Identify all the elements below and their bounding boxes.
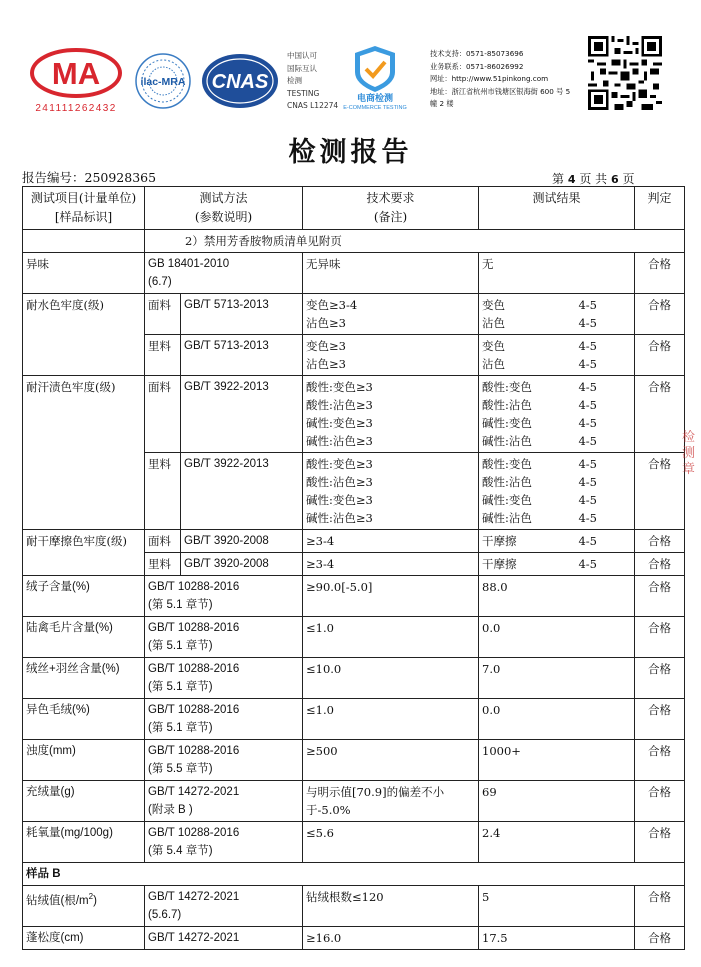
table-header-row <box>23 187 685 230</box>
table-row: 异色毛绒(%) GB/T 10288-2016 (第 5.1 章节) ≤1.0 0.0 合格 <box>23 699 685 740</box>
col-header-requirement: 技术要求 (备注) <box>303 187 479 230</box>
qr-code[interactable] <box>588 36 662 110</box>
svg-text:电商检测: 电商检测 <box>356 94 394 104</box>
table-row: 浊度(mm) GB/T 10288-2016 (第 5.5 章节) ≥500 1000+ 合格 <box>23 740 685 781</box>
col-header-method: 测试方法 (参数说明) <box>145 187 303 230</box>
table-row: 耐汗渍色牢度(级) 面料 GB/T 3922-2013 酸性:变色≥3 酸性:沾色≥3 碱性:变色≥3 碱性:沾色≥3 酸性:变色 4-5 酸性:沾色 4-5 碱性:变色 4-5 碱性:沾色 4-5 合格 <box>23 376 685 453</box>
svg-text:ilac-MRA: ilac-MRA <box>140 76 186 88</box>
cnas-logo <box>200 52 280 110</box>
table-row: 充绒量(g) GB/T 14272-2021 (附录 B ) 与明示值[70.9]的偏差不小于-5.0% 69 合格 <box>23 781 685 822</box>
col-header-result: 测试结果 <box>479 187 635 230</box>
ecommerce-testing-logo <box>340 42 410 110</box>
page-indicator: 第 4 页 共 6 页 <box>552 172 635 186</box>
col-header-item: 测试项目(计量单位) [样品标识] <box>23 187 145 230</box>
table-row: 蓬松度(cm) GB/T 14272-2021 ≥16.0 17.5 合格 <box>23 927 685 950</box>
report-number: 报告编号：250928365 <box>22 170 157 185</box>
svg-text:241111262432: 241111262432 <box>35 103 117 114</box>
ilac-logo <box>132 52 194 110</box>
table-row: 里料 GB/T 5713-2013 变色≥3 沾色≥3 变色 4-5 沾色 4-5 合格 <box>23 335 685 376</box>
cma-logo <box>30 48 122 114</box>
table-row: 耐干摩擦色牢度(级) 面料 GB/T 3920-2008 ≥3-4 干摩擦 4-5 合格 <box>23 530 685 553</box>
col-header-verdict: 判定 <box>635 187 685 230</box>
table-row: 绒子含量(%) GB/T 10288-2016 (第 5.1 章节) ≥90.0[-5.0] 88.0 合格 <box>23 576 685 617</box>
table-row: 耗氧量(mg/100g) GB/T 10288-2016 (第 5.4 章节) ≤5.6 2.4 合格 <box>23 822 685 863</box>
report-title: 检测报告 <box>288 137 413 168</box>
table-row: 绒丝+羽丝含量(%) GB/T 10288-2016 (第 5.1 章节) ≤10.0 7.0 合格 <box>23 658 685 699</box>
table-row <box>23 230 685 253</box>
cnas-cert-text: 中国认可 国际互认 检测 TESTING CNAS L12274 <box>287 51 339 111</box>
svg-text:CNAS: CNAS <box>211 71 269 93</box>
table-row: 陆禽毛片含量(%) GB/T 10288-2016 (第 5.1 章节) ≤1.0 0.0 合格 <box>23 617 685 658</box>
report-header <box>0 0 701 128</box>
table-row: 里料 GB/T 3920-2008 ≥3-4 干摩擦 4-5 合格 <box>23 553 685 576</box>
sample-b-row: 样品 B <box>23 863 685 886</box>
note-text: 2）禁用芳香胺物质清单见附页 <box>145 230 685 253</box>
table-row: 耐水色牢度(级) 面料 GB/T 5713-2013 变色≥3-4 沾色≥3 变色 4-5 沾色 4-5 合格 <box>23 294 685 335</box>
svg-text:MA: MA <box>51 56 101 91</box>
results-table <box>22 186 685 950</box>
svg-text:E-COMMERCE TESTING: E-COMMERCE TESTING <box>343 105 407 110</box>
table-row: 钻绒值(根$/m^2$) GB/T 14272-2021 (5.6.7) 钻绒根数≤120 5 合格 <box>23 886 685 927</box>
contact-info: 技术支持：0571-85073696 业务联系：0571-86026992 网址：http://www.51pinkong.com 地址：浙江省杭州市钱塘区银海街 600 号 5 幢 2 楼 <box>430 49 571 108</box>
official-stamp-edge: 检测章 <box>682 430 696 477</box>
table-row: 异味 GB 18401-2010 (6.7) 无异味 无 合格 <box>23 253 685 294</box>
table-row: 里料 GB/T 3922-2013 酸性:变色≥3 酸性:沾色≥3 碱性:变色≥3 碱性:沾色≥3 酸性:变色 4-5 酸性:沾色 4-5 碱性:变色 4-5 碱性:沾色 4-5 合格 <box>23 453 685 530</box>
